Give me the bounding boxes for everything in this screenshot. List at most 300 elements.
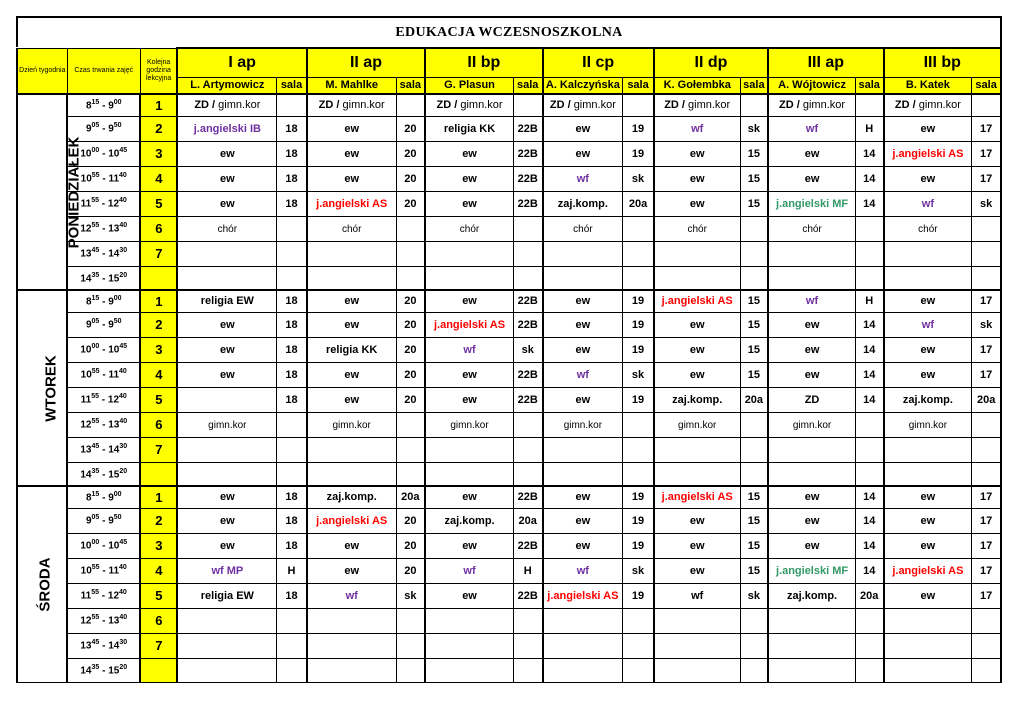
time-part: 9 [85,319,92,331]
room-cell: 17 [972,486,1001,508]
subject-text: gimn.kor [563,419,603,431]
subject-cell [654,486,740,508]
room-cell: 22B [513,362,542,387]
room-cell: 15 [740,290,768,312]
time-part: 40 [119,589,127,597]
room-cell [972,658,1001,682]
subject-text: ew [689,514,705,527]
subject-cell [884,533,972,558]
subject-cell [884,312,972,337]
subject-text: ew [804,539,820,552]
subject-text: ew [920,514,936,527]
subject-cell [425,633,513,658]
room-cell: 19 [623,116,654,141]
schedule-row [17,486,1001,508]
subject-text: gimn.kor [908,419,948,431]
room-cell [396,266,425,290]
room-cell [396,633,425,658]
time-part: 00 [113,295,122,303]
subject-cell [768,658,855,682]
subject-cell [654,337,740,362]
subject-cell [177,141,276,166]
subject-cell: ZD / gimn.kor [654,94,740,116]
room-cell [396,94,425,116]
subject-cell [768,486,855,508]
time-part: 50 [113,318,122,326]
time-part: 05 [91,318,100,326]
subject-text: ew [344,318,360,331]
subject-cell [425,337,513,362]
room-cell: 17 [972,508,1001,533]
subject-text: wf [576,368,589,381]
room-cell: 17 [972,166,1001,191]
subject-cell: ZD / gimn.kor [307,94,396,116]
subject-text: chór [217,223,238,235]
time-part: 05 [91,514,100,522]
class-name: III bp [884,48,1001,77]
sala-header: sala [277,77,307,94]
room-cell: sk [972,191,1001,216]
schedule-row [17,462,1001,486]
subject-cell [177,191,276,216]
subject-text: ew [462,295,477,308]
subject-text: j.angielski MF [775,197,849,210]
subject-text: religia KK [326,343,378,356]
room-cell: 18 [277,486,307,508]
subject-cell [543,508,623,533]
subject-text: chór [459,223,480,235]
room-cell [513,216,542,241]
room-cell: 15 [740,141,768,166]
subject-cell [543,583,623,608]
subject-text: ew [920,589,936,602]
room-cell [740,658,768,682]
subject-cell: ZD / gimn.kor [768,94,855,116]
subject-cell [177,216,276,241]
room-cell [740,216,768,241]
subject-cell [307,608,396,633]
subject-text: zaj.komp. [902,393,953,406]
subject-cell [307,658,396,682]
subject-text: gimn.kor [573,99,616,112]
subject-cell [425,533,513,558]
subject-text: ew [804,343,820,356]
time-range: $12^{55} - 13^{40}$ [67,216,140,241]
subject-cell [884,387,972,412]
subject-cell [177,116,276,141]
lesson-number: 2 [140,508,177,533]
room-cell: 19 [623,486,654,508]
time-range: $10^{00} - 10^{45}$ [67,337,140,362]
room-cell: 20 [396,337,425,362]
room-cell: 14 [855,558,883,583]
subject-text: ew [920,295,936,308]
lesson-number: 3 [140,337,177,362]
time-part: 30 [119,443,128,451]
subject-cell [425,462,513,486]
time-part: 10 [108,540,120,552]
time-part: 12 [80,223,92,235]
subject-cell [307,558,396,583]
time-range: $8^{15} - 9^{00}$ [67,290,140,312]
time-part: 45 [119,147,128,155]
time-part: 45 [119,343,128,351]
subject-text: ZD [894,99,910,112]
time-range: $10^{00} - 10^{45}$ [67,533,140,558]
room-cell: 17 [972,141,1001,166]
room-cell: 20 [396,191,425,216]
subject-text: ew [344,172,360,185]
room-cell [513,437,542,462]
subject-text: ew [220,172,235,185]
subject-cell: ZD / gimn.kor [543,94,623,116]
subject-cell [654,290,740,312]
subject-cell [543,216,623,241]
room-cell: 19 [623,290,654,312]
subject-cell [884,608,972,633]
subject-cell [884,141,972,166]
subject-text: j.angielski AS [316,197,388,210]
subject-text: gimn.kor [802,99,846,112]
subject-cell [425,166,513,191]
page-title: EDUKACJA WCZESNOSZKOLNA [16,16,1002,47]
day-name: PONIEDZIAŁEK [65,136,83,248]
time-part: 9 [108,296,114,308]
time-part: 15 [108,665,120,677]
room-cell [513,462,542,486]
lesson-number: 1 [140,94,177,116]
subject-text: ew [689,318,705,331]
time-part: 8 [85,296,92,308]
subject-cell [654,608,740,633]
subject-text: ew [920,122,936,135]
room-cell [396,437,425,462]
subject-text: j.angielski AS [433,318,506,331]
subject-text: ew [804,514,820,527]
subject-cell [425,658,513,682]
subject-cell [425,141,513,166]
time-part: 00 [113,491,122,499]
subject-cell [884,216,972,241]
room-cell [972,608,1001,633]
subject-cell [768,141,855,166]
room-cell [623,633,654,658]
room-cell [740,94,768,116]
lesson-number: 5 [140,583,177,608]
time-part: 55 [91,418,100,426]
room-cell: 14 [855,337,883,362]
subject-cell [768,633,855,658]
subject-text: ew [920,343,936,356]
subject-cell [884,266,972,290]
room-cell [277,241,307,266]
subject-text: ZD [664,99,679,112]
schedule-row [17,141,1001,166]
room-cell [396,412,425,437]
room-cell: 15 [740,166,768,191]
lesson-number: 4 [140,558,177,583]
room-cell: 15 [740,337,768,362]
subject-text: ew [344,539,360,552]
room-cell [623,412,654,437]
subject-cell [543,658,623,682]
time-part: 10 [80,173,92,185]
room-cell [740,241,768,266]
subject-text: ew [920,172,936,185]
subject-cell [425,290,513,312]
subject-text: zaj.komp. [326,491,377,504]
time-part: 13 [108,419,120,431]
subject-cell [307,141,396,166]
room-cell: 19 [623,387,654,412]
room-cell [855,633,883,658]
time-part: 50 [113,514,122,522]
class-name: I ap [177,48,306,77]
schedule-row [17,94,1001,116]
room-cell [513,94,542,116]
subject-cell [307,216,396,241]
class-name: II cp [543,48,654,77]
room-cell: 22B [513,583,542,608]
sala-header: sala [396,77,425,94]
teacher-name: L. Artymowicz [177,77,276,94]
time-part: 05 [91,122,100,130]
time-part: 12 [107,198,120,210]
time-part: 14 [108,248,120,260]
subject-cell [768,362,855,387]
subject-cell [654,116,740,141]
room-cell: 17 [972,583,1001,608]
subject-text: ew [804,318,820,331]
subject-cell [768,166,855,191]
room-cell: 14 [855,533,883,558]
room-cell [623,437,654,462]
subject-cell [543,241,623,266]
subject-text: zaj.komp. [444,514,495,527]
teacher-name: A. Wójtowicz [768,77,855,94]
room-cell: sk [740,116,768,141]
subject-cell [884,191,972,216]
time-part: 10 [80,369,92,381]
time-part: 50 [113,122,122,130]
time-part: 00 [91,147,100,155]
room-cell: 22B [513,312,542,337]
subject-text: ew [689,343,705,356]
time-part: 20 [119,271,128,279]
subject-cell [768,337,855,362]
subject-text: ZD [779,99,794,112]
room-cell [277,658,307,682]
subject-cell [884,412,972,437]
header-day: Dzień tygodnia [17,48,67,94]
room-cell: 20 [396,533,425,558]
time-part: 9 [108,515,114,527]
room-cell: H [513,558,542,583]
room-cell [740,437,768,462]
room-cell: 14 [855,312,883,337]
subject-text: wf [691,589,704,602]
time-range: $11^{55} - 12^{40}$ [67,191,140,216]
subject-cell [177,583,276,608]
subject-text: chór [341,223,362,235]
lesson-number: 4 [140,166,177,191]
time-part: 12 [80,615,92,627]
subject-cell [543,166,623,191]
subject-text: gimn.kor [678,419,717,431]
subject-cell [654,266,740,290]
room-cell [396,658,425,682]
teacher-name: G. Plasun [425,77,513,94]
subject-text: ew [689,368,705,381]
time-range: $8^{15} - 9^{00}$ [67,94,140,116]
room-cell: 20 [396,141,425,166]
room-cell: 15 [740,533,768,558]
subject-cell [425,412,513,437]
room-cell: sk [972,312,1001,337]
room-cell [972,266,1001,290]
room-cell [623,94,654,116]
room-cell [277,216,307,241]
subject-cell [177,558,276,583]
subject-text: religia EW [200,589,254,602]
room-cell: 14 [855,166,883,191]
room-cell: 20a [855,583,883,608]
lesson-number: 7 [140,241,177,266]
room-cell: 18 [277,141,307,166]
room-cell: 14 [855,141,883,166]
room-cell: 15 [740,558,768,583]
subject-text: gimn.kor [450,419,489,431]
time-part: 20 [119,467,128,475]
time-part: 40 [119,418,128,426]
room-cell [277,608,307,633]
subject-text: ew [575,147,591,160]
room-cell: 19 [623,583,654,608]
subject-cell [768,290,855,312]
room-cell: 22B [513,486,542,508]
subject-text: gimn.kor [208,419,247,431]
time-part: 20 [119,663,128,671]
subject-text: ZD [194,99,209,112]
time-part: 15 [91,99,100,107]
subject-cell [425,583,513,608]
room-cell [972,412,1001,437]
lesson-number: 7 [140,633,177,658]
room-cell [972,437,1001,462]
schedule-row [17,608,1001,633]
subject-cell [425,437,513,462]
room-cell [972,216,1001,241]
room-cell: 20 [396,558,425,583]
subject-cell [307,462,396,486]
schedule-row [17,362,1001,387]
time-part: 8 [85,492,92,504]
subject-text: ew [220,539,235,552]
subject-cell [768,241,855,266]
subject-text: wf [345,589,358,602]
subject-cell [177,290,276,312]
subject-text: gimn.kor [460,99,503,112]
schedule-row [17,312,1001,337]
room-cell: 22B [513,533,542,558]
lesson-number: 1 [140,290,177,312]
timetable-grid [16,47,1002,683]
day-name: ŚRODA [36,557,54,612]
subject-cell [884,583,972,608]
room-cell: 20a [972,387,1001,412]
room-cell [972,462,1001,486]
schedule-row [17,508,1001,533]
subject-text: ew [920,491,936,504]
class-name: II ap [307,48,425,77]
room-cell: 18 [277,312,307,337]
subject-text: ew [462,368,477,381]
room-cell: 18 [277,387,307,412]
sala-header: sala [855,77,883,94]
time-part: 45 [119,539,128,547]
lesson-number [140,462,177,486]
room-cell [396,216,425,241]
subject-cell [543,141,623,166]
lesson-number: 2 [140,312,177,337]
time-range: $13^{45} - 14^{30}$ [67,437,140,462]
schedule-row [17,191,1001,216]
room-cell: sk [623,558,654,583]
subject-cell [307,583,396,608]
subject-text: gimn.kor [332,419,371,431]
room-cell: 20 [396,116,425,141]
time-part: 55 [91,564,100,572]
time-part: 10 [80,344,92,356]
time-part: 00 [91,539,100,547]
time-range: $10^{55} - 11^{40}$ [67,166,140,191]
subject-cell [307,290,396,312]
time-part: 40 [119,393,127,401]
subject-text: ew [575,393,591,406]
subject-text: j.angielski MF [775,564,849,577]
day-name: WTOREK [42,354,60,422]
schedule-row [17,116,1001,141]
sala-header: sala [740,77,768,94]
subject-text: j.angielski AS [547,589,619,602]
subject-text: wf MP [211,564,244,577]
subject-text: j.angielski AS [661,491,733,504]
subject-cell [307,116,396,141]
room-cell [855,437,883,462]
subject-cell [654,437,740,462]
subject-cell: ZD / gimn.kor [425,94,513,116]
subject-cell [654,533,740,558]
subject-text: ew [462,197,477,210]
room-cell: 15 [740,508,768,533]
room-cell: 22B [513,387,542,412]
room-cell [277,94,307,116]
subject-cell [884,558,972,583]
subject-cell [543,608,623,633]
time-part: 9 [108,319,114,331]
subject-text: wf [576,172,589,185]
subject-cell [177,658,276,682]
subject-cell [884,633,972,658]
subject-text: chór [687,223,707,235]
subject-text: gimn.kor [342,99,385,112]
time-part: 14 [80,272,92,284]
subject-text: religia KK [443,122,496,135]
subject-cell [425,362,513,387]
subject-text: ew [575,343,591,356]
lesson-number: 3 [140,141,177,166]
subject-cell [307,312,396,337]
